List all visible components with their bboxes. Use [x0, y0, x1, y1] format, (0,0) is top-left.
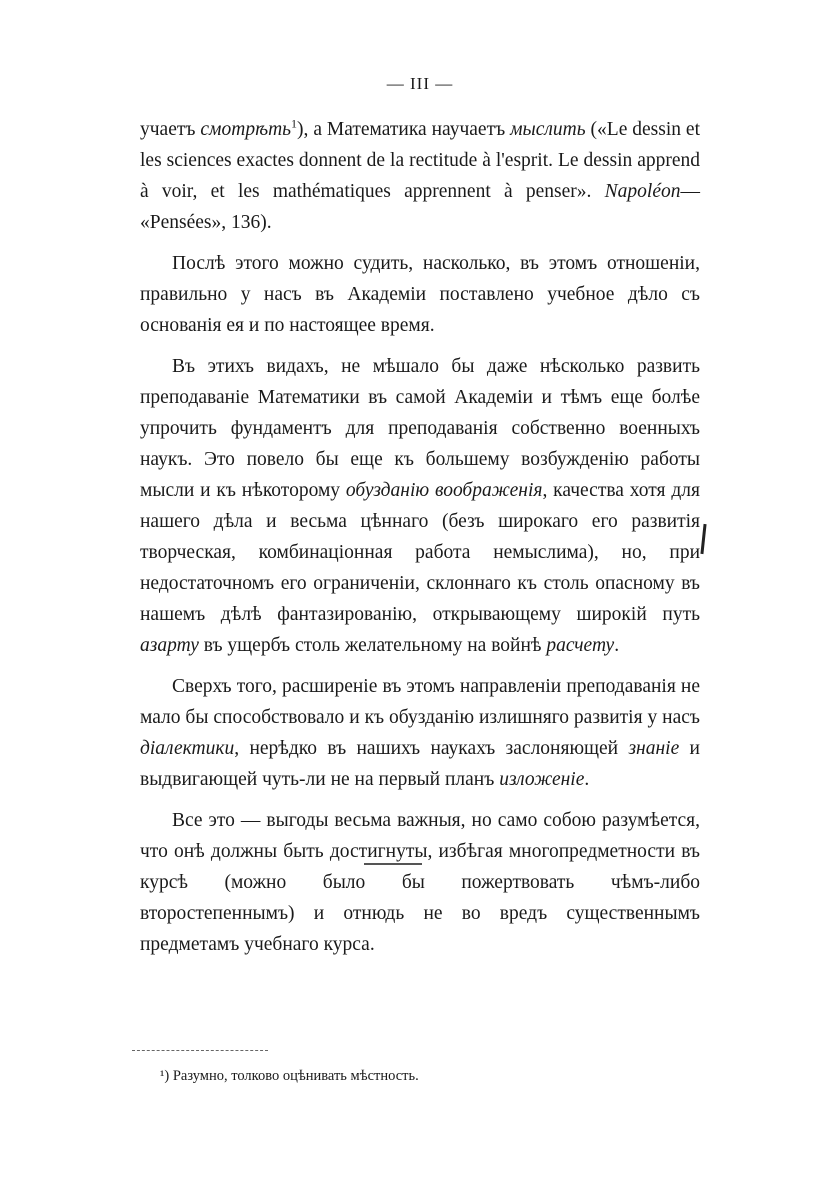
section-separator [364, 863, 422, 865]
footnote [160, 1066, 720, 1086]
paragraph-4: Сверхъ того, расширеніе въ этомъ направленіи преподаванія не мало бы способствовало и къ обузданію излишняго развитія у насъ діалектики, нерѣдко въ нашихъ наукахъ заслоняющей знаніе и выдвигающей чуть-ли не на первый планъ изложеніе. [140, 676, 700, 790]
footnote-mark: ¹) [160, 1068, 170, 1084]
footnote-divider [132, 1050, 268, 1052]
italic-term: знаніе [628, 738, 680, 759]
paragraph-1: учаетъ смотрѣть$^1$), а Математика научаетъ мыслить («Le dessin et les sciences exactes donnent de la rectitude à l'esprit. Le dessin apprend à voir, et les mathématiques apprennent à penser». Napoléon— «Pensées», 136). [140, 116, 700, 233]
body-text [140, 114, 700, 970]
italic-term: Napoléon [604, 181, 681, 202]
italic-term: изложеніе [499, 769, 585, 790]
paragraph-3: Въ этихъ видахъ, не мѣшало бы даже нѣсколько развить преподаваніе Математики въ самой Академіи и тѣмъ еще болѣе упрочить фундаментъ для преподаванія собственно военныхъ наукъ. Это повело бы еще къ большему возбужденію работы мысли и къ нѣкоторому обузданію воображенія, качества хотя для нашего дѣла и весьма цѣннаго (безъ широкаго его развитія творческая, комбинаціонная работа немыслима), но, при недостаточномъ его ограниченіи, склоннаго къ столь опасному въ нашемъ дѣлѣ фантазированію, открывающему широкій путь азарту въ ущербъ столь желательному на войнѣ расчету. [140, 356, 700, 656]
italic-term: діалектики [140, 738, 235, 759]
italic-term: мыслить [510, 119, 586, 140]
italic-term: азарту [140, 635, 199, 656]
footnote-reference: 1 [291, 116, 298, 131]
page-number: — III — [386, 74, 454, 93]
margin-mark [700, 524, 706, 554]
italic-term: расчету [546, 635, 615, 656]
italic-term: смотрѣть [200, 119, 292, 140]
paragraph-5: Все это — выгоды весьма важныя, но само собою разумѣется, что онѣ должны быть достигнуты, избѣгая многопредметности въ курсѣ (можно было бы пожертвовать чѣмъ-либо второстепеннымъ) и отнюдь не во вредъ существеннымъ предметамъ учебнаго курса. [140, 810, 700, 955]
paragraph-2: Послѣ этого можно судить, насколько, въ этомъ отношеніи, правильно у насъ въ Академіи поставлено учебное дѣло съ основанія ея и по настоящее время. [140, 253, 700, 336]
footnote-text: Разумно, толково оцѣнивать мѣстность. [169, 1068, 419, 1084]
italic-term: обузданію воображенія [345, 480, 543, 501]
